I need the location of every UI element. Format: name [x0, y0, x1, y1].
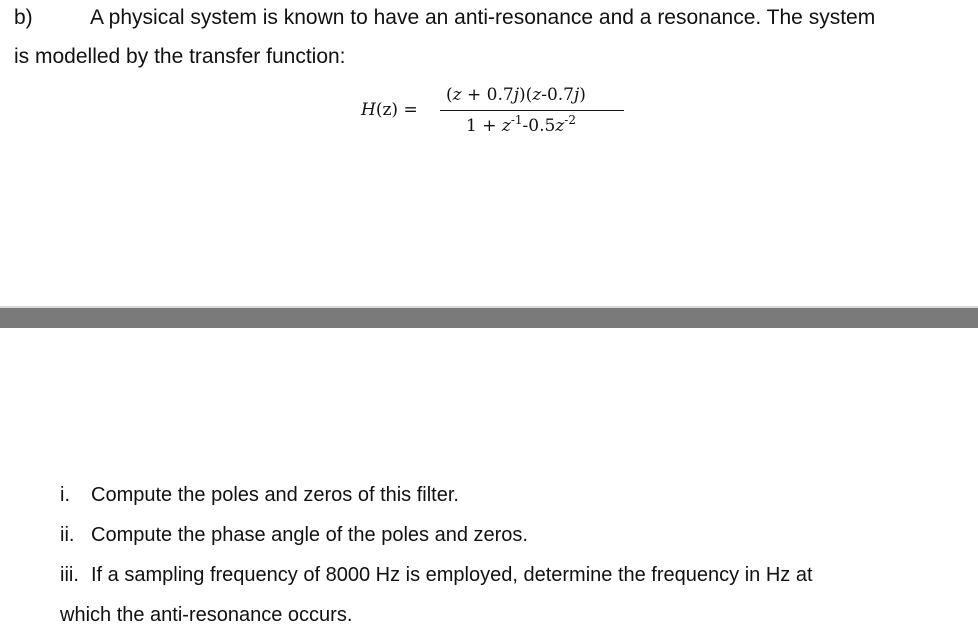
equation-lhs: [361, 100, 418, 120]
question-number: iii.: [60, 564, 79, 586]
equation-lhs-argument: (z): [375, 100, 399, 120]
question-text-continuation: which the anti-resonance occurs.: [60, 604, 353, 626]
num-term-2: -0.7: [541, 85, 574, 105]
equation-lhs-function: H: [361, 100, 376, 120]
question-item: [60, 562, 960, 588]
equation-denominator: [466, 113, 576, 136]
question-text: Compute the phase angle of the poles and zeros.: [91, 524, 528, 546]
num-mid-parens: )(: [518, 85, 533, 105]
den-var-z-2: z: [555, 116, 565, 136]
num-close-paren: ): [579, 85, 586, 105]
den-var-z-1: z: [501, 116, 511, 136]
den-exponent-1: -1: [510, 113, 523, 127]
num-open-paren: (: [446, 85, 453, 105]
question-number: i.: [60, 484, 70, 506]
den-exponent-2: -2: [564, 113, 576, 127]
num-term-1: + 0.7: [461, 85, 514, 105]
part-label: b): [14, 6, 33, 29]
intro-text-line-2: is modelled by the transfer function:: [14, 45, 346, 68]
den-coefficient: -0.5: [522, 116, 556, 136]
question-text: Compute the poles and zeros of this filter.: [91, 484, 459, 506]
equation-equals-sign: =: [398, 100, 418, 120]
question-number: ii.: [60, 524, 75, 546]
question-text: If a sampling frequency of 8000 Hz is employed, determine the frequency in Hz at: [91, 564, 813, 586]
question-item: [60, 482, 960, 508]
intro-text-line-1: A physical system is known to have an anti-resonance and a resonance. The system: [90, 6, 876, 29]
num-j-1: j: [513, 85, 519, 105]
question-item: [60, 522, 960, 548]
num-var-z-1: z: [452, 85, 462, 105]
den-constant: 1 +: [466, 116, 502, 136]
equation-numerator: [446, 85, 586, 105]
num-j-2: j: [574, 85, 580, 105]
page-divider-band: [0, 306, 978, 328]
equation-fraction-bar: [440, 110, 624, 111]
num-var-z-2: z: [532, 85, 542, 105]
